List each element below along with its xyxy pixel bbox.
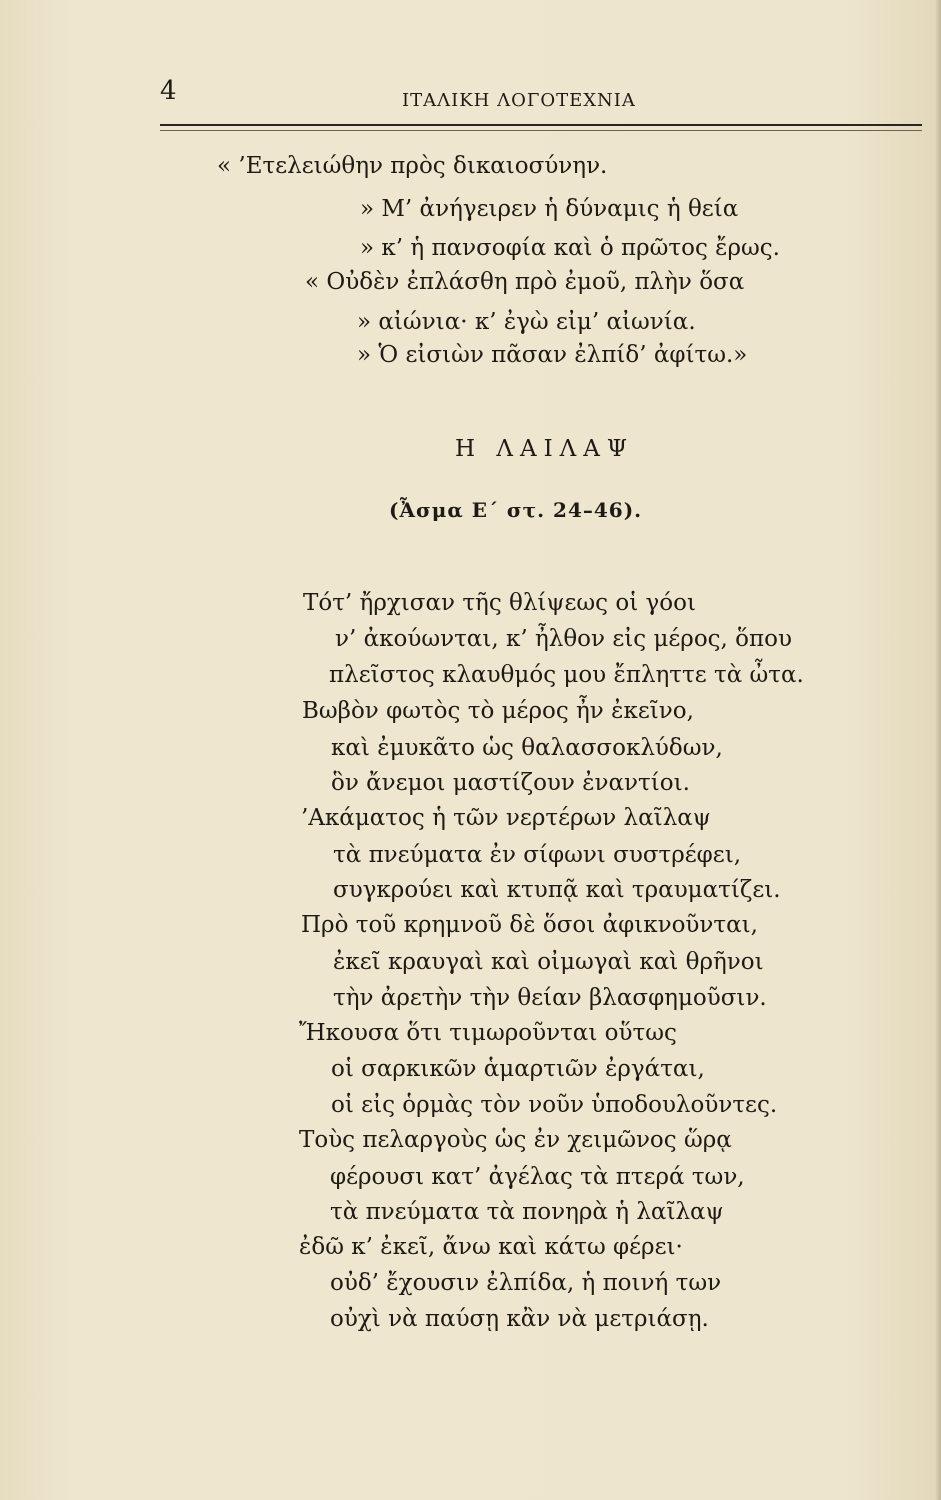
poem-verse: ὃν ἄνεμοι μαστίζουν ἐναντίοι. (331, 770, 690, 796)
opening-verse: » Μ’ ἀνήγειρεν ἡ δύναμις ἡ θεία (360, 196, 739, 222)
opening-verse: » κ’ ἡ πανσοφία καὶ ὁ πρῶτος ἔρως. (360, 235, 780, 261)
poem-verse: Τότ’ ἤρχισαν τῆς θλίψεως οἱ γόοι (303, 590, 696, 616)
poem-verse: Βωβὸν φωτὸς τὸ μέρος ἦν ἐκεῖνο, (302, 698, 694, 724)
poem-verse: Ἤκουσα ὅτι τιμωροῦνται οὕτως (299, 1020, 677, 1046)
poem-verse: πλεῖστος κλαυθμός μου ἔπληττε τὰ ὦτα. (329, 662, 804, 688)
poem-verse: οἱ σαρκικῶν ἁμαρτιῶν ἐργάται, (331, 1056, 705, 1082)
poem-verse: τὴν ἀρετὴν τὴν θείαν βλασφημοῦσιν. (333, 985, 767, 1011)
running-title: ΙΤΑΛΙΚΗ ΛΟΓΟΤΕΧΝΙΑ (402, 90, 636, 111)
header-rule (160, 124, 922, 126)
poem-verse: συγκρούει καὶ κτυπᾷ καὶ τραυματίζει. (333, 877, 781, 903)
poem-verse: ἐδῶ κ’ ἐκεῖ, ἄνω καὶ κάτω φέρει· (299, 1234, 683, 1260)
poem-verse: Πρὸ τοῦ κρημνοῦ δὲ ὅσοι ἀφικνοῦνται, (301, 912, 758, 938)
poem-verse: ν’ ἀκούωνται, κ’ ἦλθον εἰς μέρος, ὅπου (335, 626, 792, 652)
header-rule-thin (160, 130, 922, 131)
poem-verse: οὐδ’ ἔχουσιν ἐλπίδα, ἡ ποινή των (330, 1270, 722, 1296)
poem-verse: τὰ πνεύματα ἐν σίφωνι συστρέφει, (333, 842, 742, 868)
page-edge-shadow (935, 0, 941, 1500)
poem-verse: ’Ακάματος ἡ τῶν νερτέρων λαῖλαψ (301, 805, 711, 831)
poem-verse: ἐκεῖ κραυγαὶ καὶ οἰμωγαὶ καὶ θρῆνοι (333, 949, 764, 975)
opening-verse: » αἰώνια· κ’ ἐγὼ εἰμ’ αἰωνία. (357, 309, 696, 335)
poem-title: Η ΛΑΙΛΑΨ (455, 436, 635, 462)
opening-verse: « ’Ετελειώθην πρὸς δικαιοσύνην. (217, 153, 608, 179)
poem-verse: φέρουσι κατ’ ἀγέλας τὰ πτερά των, (330, 1164, 745, 1190)
opening-verse: « Οὐδὲν ἐπλάσθη πρὸ ἐμοῦ, πλὴν ὅσα (305, 269, 745, 295)
page-number: 4 (160, 76, 177, 106)
poem-subtitle: (Ἆσμα Ε΄ στ. 24–46). (389, 498, 643, 522)
poem-verse: Τοὺς πελαργοὺς ὡς ἐν χειμῶνος ὥρᾳ (299, 1127, 732, 1153)
poem-verse: οἱ εἰς ὁρμὰς τὸν νοῦν ὑποδουλοῦντες. (331, 1092, 778, 1118)
poem-verse: τὰ πνεύματα τὰ πονηρὰ ἡ λαῖλαψ (330, 1199, 724, 1225)
poem-verse: οὐχὶ νὰ παύσῃ κἂν νὰ μετριάσῃ. (330, 1306, 709, 1332)
poem-verse: καὶ ἐμυκᾶτο ὡς θαλασσοκλύδων, (331, 735, 723, 761)
opening-verse: » Ὁ εἰσιὼν πᾶσαν ἐλπίδ’ ἀφίτω.» (357, 342, 748, 368)
